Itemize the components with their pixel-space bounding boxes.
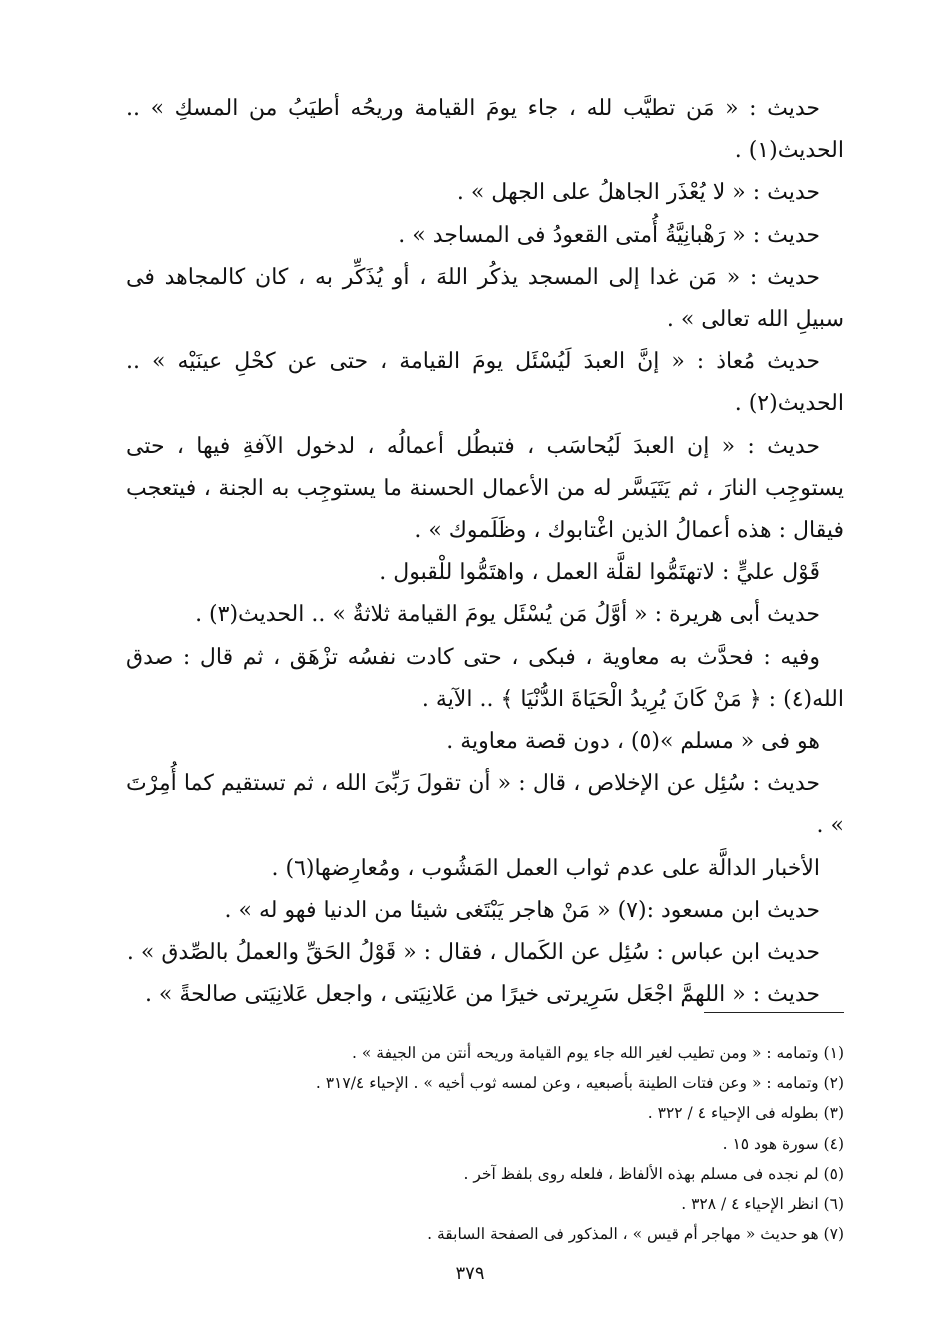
paragraph-4: حديث : « مَن غدا إلى المسجد يذكُر اللهَ ، أو يُذَكِّر به ، كان كالمجاهد فى سبيلِ الله تعالى » .	[126, 264, 844, 333]
main-text	[126, 88, 844, 1016]
paragraph-10: هو فى « مسلم »(٥) ، دون قصة معاوية .	[446, 729, 820, 755]
footnote-5: (٥) لم نجده فى مسلم بهذه الألفاظ ، فلعله روى بلفظ آخر .	[463, 1164, 844, 1183]
paragraph-1: حديث : « مَن تطيَّب لله ، جاء يومَ القيامة وريحُه أطيَبُ من المسكِ » .. الحديث(١) .	[126, 96, 844, 164]
paragraph-7: قَوْل عليٍّ : لاتهتَمُّوا لقلَّة العمل ، واهتَمُّوا للْقبول .	[379, 560, 820, 586]
paragraph-3: حديث : « رَهْبانِيَّةُ أُمتى القعودُ فى المساجد » .	[398, 222, 820, 248]
footnote-separator	[704, 1012, 844, 1013]
footnotes	[200, 1038, 844, 1249]
paragraph-11: حديث : سُئِل عن الإخلاص ، قال : « أن تقولَ رَبِّىَ الله ، ثم تستقيم كما أُمِرْتَ » .	[126, 771, 844, 839]
footnote-6: (٦) انظر الإحياء ٤ / ٣٢٨ .	[681, 1195, 844, 1214]
paragraph-13: حديث ابن مسعود :(٧) « مَنْ هاجر يَبْتَغى شيئا من الدنيا فهو له » .	[224, 897, 820, 923]
paragraph-12: الأخبار الدالَّة على عدم ثواب العمل المَشُوب ، ومُعارِضها(٦) .	[271, 855, 820, 881]
paragraph-2: حديث : « لا يُعْذَر الجاهلُ على الجهل » .	[456, 180, 820, 206]
paragraph-8: حديث أبى هريرة : « أوَّلُ مَن يُسْئَل يومَ القيامة ثلاثةٌ » .. الحديث(٣) .	[195, 602, 820, 628]
footnote-3: (٣) بطوله فى الإحياء ٤ / ٣٢٢ .	[647, 1104, 844, 1123]
footnote-7: (٧) هو حديث « مهاجر أم قيس » ، المذكور فى الصفحة السابقة .	[427, 1225, 844, 1244]
paragraph-9: وفيه : فحدَّث به معاوية ، فبكى ، حتى كادت نفسُه تزْهَق ، ثم قال : صدق الله(٤) : ﴿ مَنْ كَانَ يُرِيدُ الْحَيَاةَ الدُّنْيَا ﴾ .. الآية .	[126, 644, 844, 712]
footnote-1: (١) وتمامه : « ومن تطيب لغير الله جاء يوم القيامة وريحه أنتن من الجيفة » .	[352, 1044, 844, 1062]
paragraph-14: حديث ابن عباس : سُئِل عن الكَمال ، فقال : « قَوْلُ الحَقِّ والعملُ بالصِّدق » .	[126, 940, 820, 966]
page-number: ٣٧٩	[455, 1263, 485, 1284]
paragraph-15: حديث : « اللهمَّ اجْعَل سَرِيرتى خيرًا من عَلانِيَتى ، واجعل عَلانِيَتى صالحةً » .	[144, 982, 820, 1008]
paragraph-6: حديث : « إن العبدَ لَيُحاسَب ، فتبطُل أعمالُه ، لدخول الآفةِ فيها ، حتى يستوجِب النارَ ، ثم يَتَيَسَّر له من الأعمال الحسنة ما يستوجِب به الجنة ، فيتعجب فيقال : هذه أعمالُ الذين اغْتابوك ، وظَلَموك » .	[126, 433, 844, 544]
footnote-2: (٢) وتمامه : « وعن فتات الطينة بأصبعيه ، وعن لمسه ثوب أخيه » . الإحياء ٣١٧/٤ .	[315, 1074, 844, 1093]
paragraph-5: حديث مُعاذ : « إنَّ العبدَ لَيُسْئَل يومَ القيامة ، حتى عن كحْلِ عينَيْه » .. الحديث(٢) .	[126, 349, 844, 417]
footnote-4: (٤) سورة هود ١٥ .	[722, 1134, 844, 1153]
